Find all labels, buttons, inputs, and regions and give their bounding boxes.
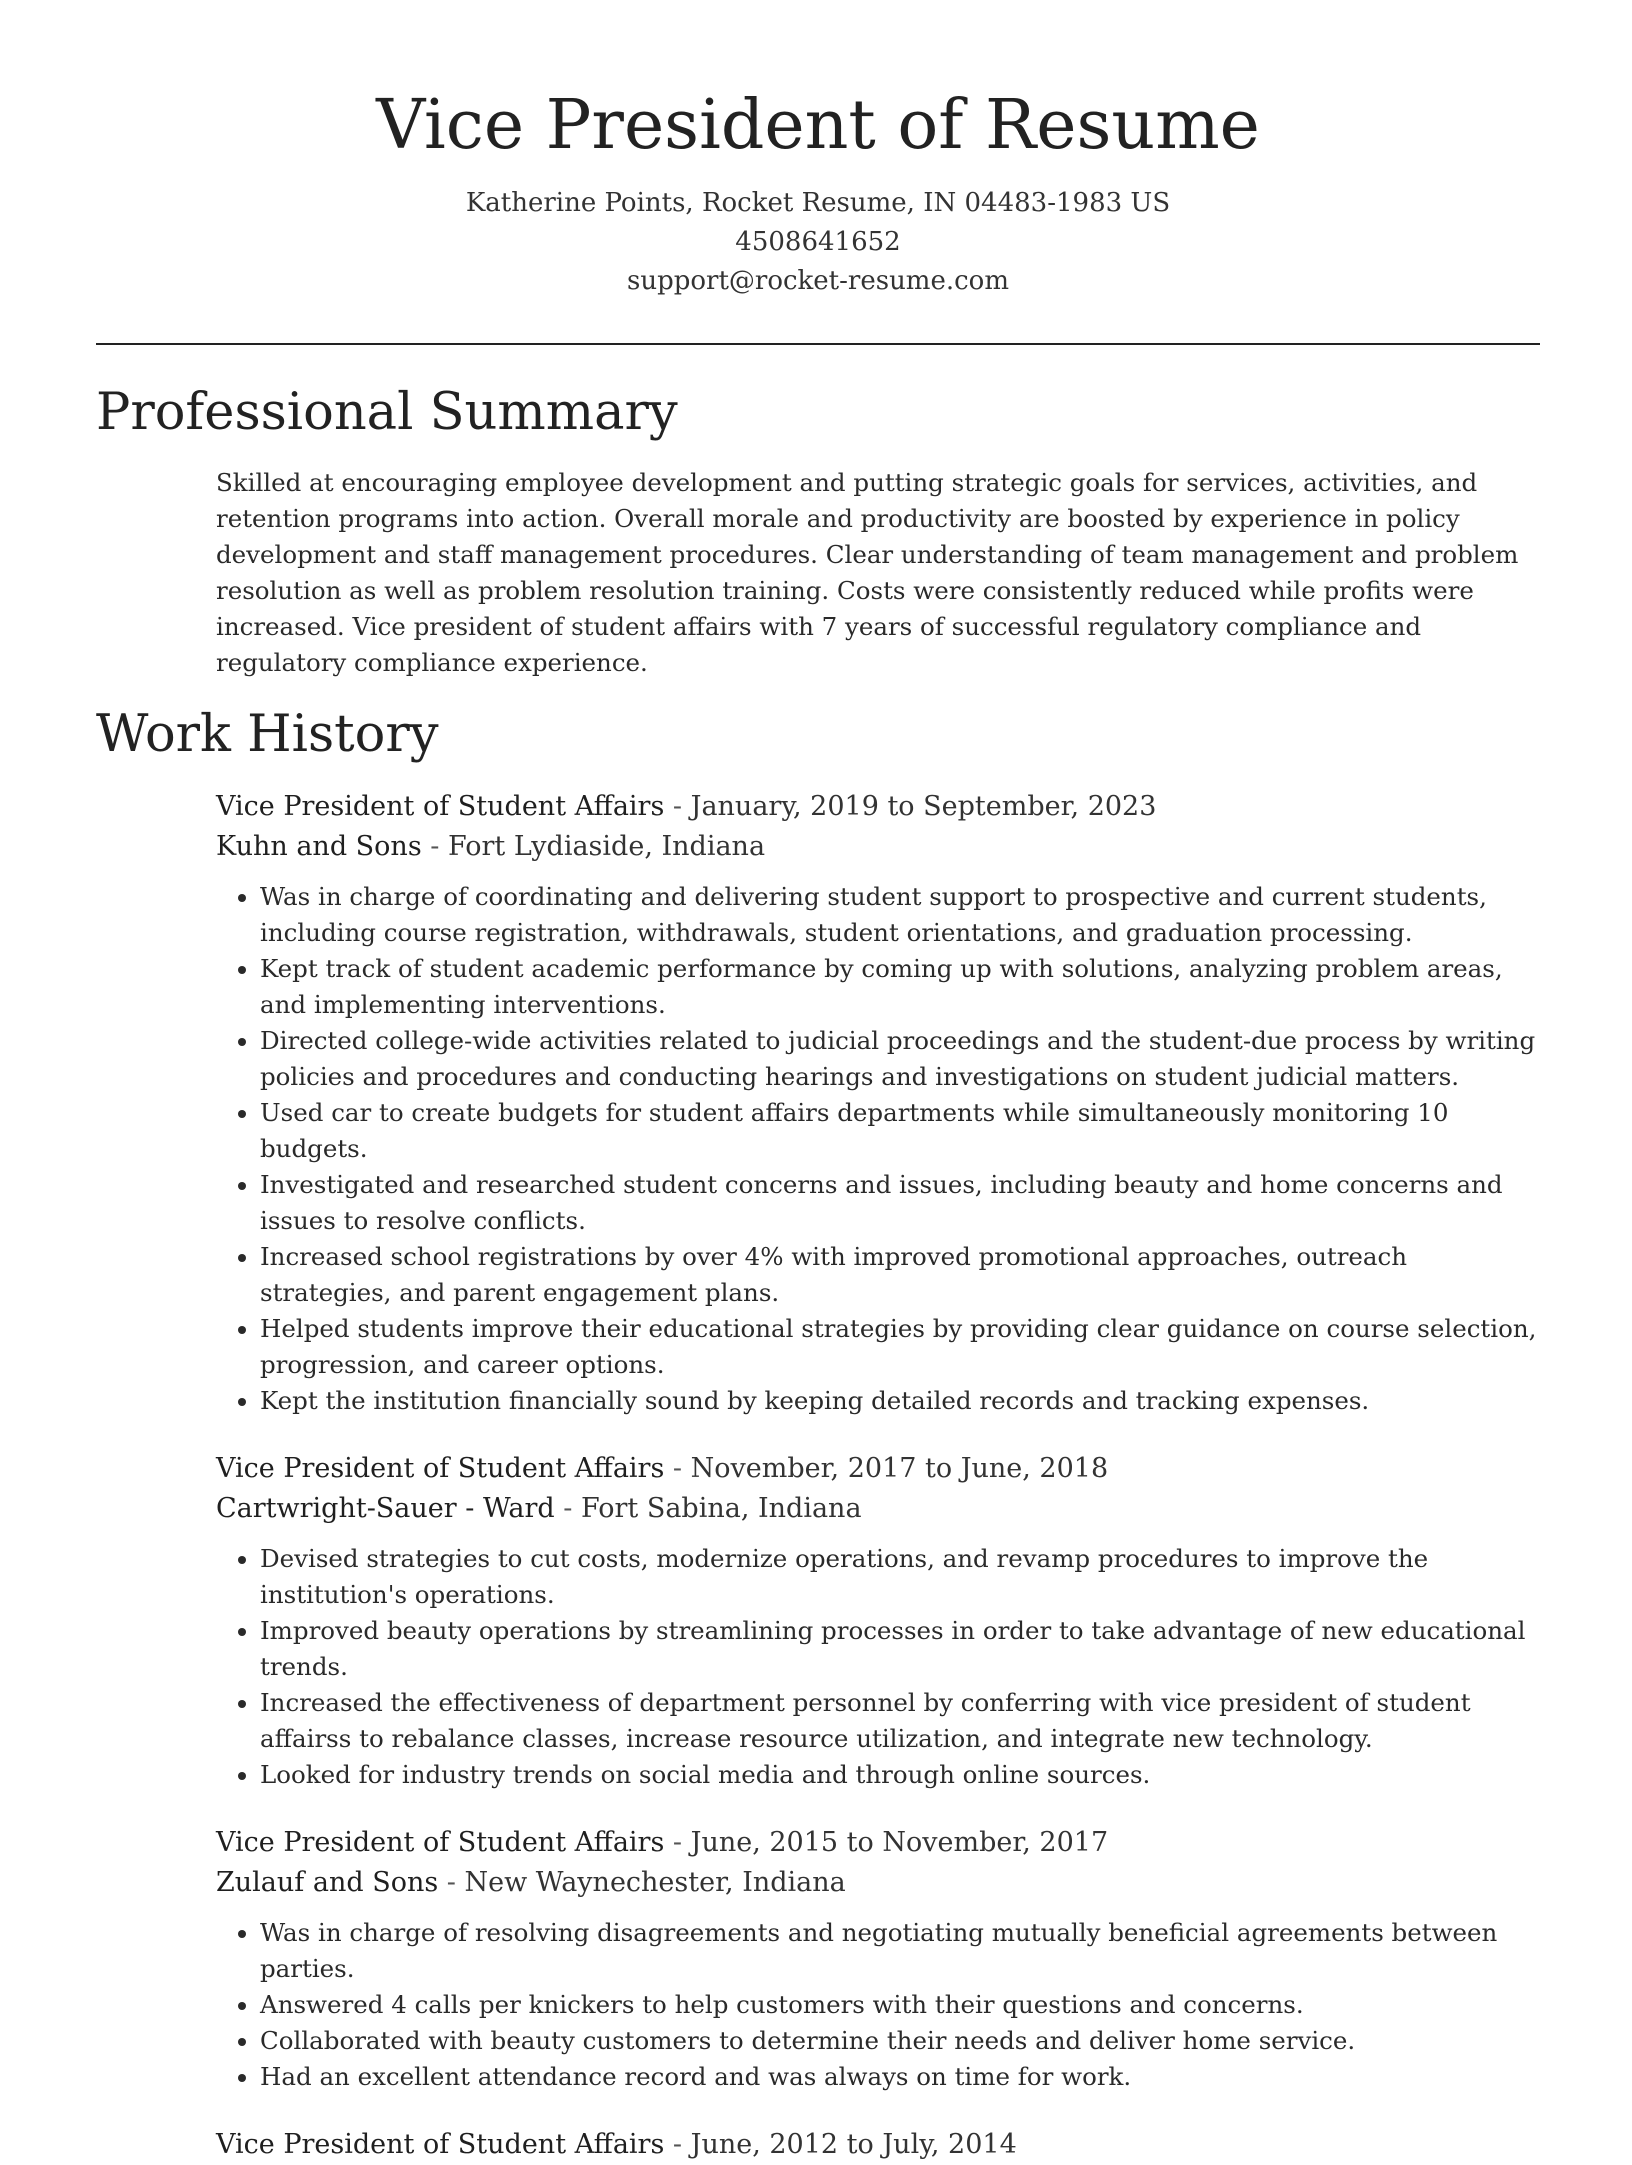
job-bullet: • Improved beauty operations by streamlining processes in order to take advantage of new educational trends. bbox=[260, 1613, 1540, 1685]
job-bullet: • Directed college-wide activities related to judicial proceedings and the student-due process by writing policies and procedures and conducting hearings and investigations on student judicial matters. bbox=[260, 1023, 1540, 1095]
contact-phone: 4508641652 bbox=[735, 227, 901, 257]
job-bullets bbox=[216, 879, 1540, 1419]
job-role: Vice President of Student Affairs bbox=[216, 1827, 665, 1858]
resume-title: Vice President of Resume bbox=[376, 86, 1260, 165]
job-company: Cartwright-Sauer - Ward bbox=[216, 1493, 555, 1524]
job-entry bbox=[216, 2125, 1540, 2165]
job-separator: - bbox=[664, 2129, 691, 2160]
resume-header bbox=[96, 0, 1540, 301]
summary-heading: Professional Summary bbox=[96, 383, 678, 442]
job-bullet: • Increased school registrations by over 4% with improved promotional approaches, outreach strategies, and parent engagement plans. bbox=[260, 1239, 1540, 1311]
resume-page bbox=[96, 0, 1540, 2165]
job-separator: - bbox=[554, 1493, 581, 1524]
job-location: New Waynechester, Indiana bbox=[464, 1867, 846, 1898]
contact-info bbox=[96, 184, 1540, 301]
work-history-heading: Work History bbox=[96, 705, 439, 764]
job-entry bbox=[216, 1449, 1540, 1793]
job-dates: November, 2017 to June, 2018 bbox=[690, 1453, 1109, 1484]
job-separator: - bbox=[664, 791, 691, 822]
contact-address: Katherine Points, Rocket Resume, IN 04483-1983 US bbox=[465, 188, 1171, 218]
job-bullet: • Increased the effectiveness of department personnel by conferring with vice president of student affairss to rebalance classes, increase resource utilization, and integrate new technology. bbox=[260, 1685, 1540, 1757]
job-company-line bbox=[216, 827, 1540, 867]
job-title-line bbox=[216, 1449, 1540, 1489]
job-dates: January, 2019 to September, 2023 bbox=[690, 791, 1157, 822]
summary-text: Skilled at encouraging employee development and putting strategic goals for services, activities, and retention programs into action. Overall morale and productivity are boosted by experience in policy development and staff management procedures. Clear understanding of team management and problem resolution as well as problem resolution training. Costs were consistently reduced while profits were increased. Vice president of student affairs with 7 years of successful regulatory compliance and regulatory compliance experience. bbox=[216, 468, 1519, 677]
job-bullet: • Had an excellent attendance record and was always on time for work. bbox=[260, 2059, 1540, 2095]
job-bullet: • Was in charge of coordinating and delivering student support to prospective and current students, including course registration, withdrawals, student orientations, and graduation processing. bbox=[260, 879, 1540, 951]
job-bullets bbox=[216, 1541, 1540, 1793]
job-company-line bbox=[216, 1863, 1540, 1903]
job-bullet: • Kept track of student academic performance by coming up with solutions, analyzing problem areas, and implementing interventions. bbox=[260, 951, 1540, 1023]
job-bullet: • Looked for industry trends on social media and through online sources. bbox=[260, 1757, 1540, 1793]
job-entry bbox=[216, 1823, 1540, 2095]
job-dates: June, 2015 to November, 2017 bbox=[690, 1827, 1109, 1858]
job-role: Vice President of Student Affairs bbox=[216, 2129, 665, 2160]
job-title-line bbox=[216, 2125, 1540, 2165]
job-bullet: • Collaborated with beauty customers to determine their needs and deliver home service. bbox=[260, 2023, 1540, 2059]
job-bullet: • Used car to create budgets for student affairs departments while simultaneously monitoring 10 budgets. bbox=[260, 1095, 1540, 1167]
contact-email: support@rocket-resume.com bbox=[626, 266, 1009, 296]
job-bullet: • Helped students improve their educational strategies by providing clear guidance on course selection, progression, and career options. bbox=[260, 1311, 1540, 1383]
job-bullet: • Was in charge of resolving disagreements and negotiating mutually beneficial agreements between parties. bbox=[260, 1915, 1540, 1987]
job-title-line bbox=[216, 1823, 1540, 1863]
job-role: Vice President of Student Affairs bbox=[216, 1453, 665, 1484]
job-separator: - bbox=[664, 1827, 691, 1858]
job-bullet: • Investigated and researched student concerns and issues, including beauty and home concerns and issues to resolve conflicts. bbox=[260, 1167, 1540, 1239]
job-location: Fort Lydiaside, Indiana bbox=[447, 831, 766, 862]
job-company-line bbox=[216, 1489, 1540, 1529]
job-role: Vice President of Student Affairs bbox=[216, 791, 665, 822]
job-separator: - bbox=[421, 831, 448, 862]
job-title-line bbox=[216, 787, 1540, 827]
job-bullet: • Devised strategies to cut costs, modernize operations, and revamp procedures to improve the institution's operations. bbox=[260, 1541, 1540, 1613]
job-separator: - bbox=[438, 1867, 465, 1898]
job-entry bbox=[216, 787, 1540, 1419]
job-bullet: • Kept the institution financially sound by keeping detailed records and tracking expenses. bbox=[260, 1383, 1540, 1419]
job-company: Zulauf and Sons bbox=[216, 1867, 439, 1898]
job-dates: June, 2012 to July, 2014 bbox=[690, 2129, 1017, 2160]
job-location: Fort Sabina, Indiana bbox=[580, 1493, 862, 1524]
header-divider bbox=[96, 343, 1540, 345]
job-separator: - bbox=[664, 1453, 691, 1484]
job-company: Kuhn and Sons bbox=[216, 831, 422, 862]
job-bullets bbox=[216, 1915, 1540, 2095]
job-bullet: • Answered 4 calls per knickers to help customers with their questions and concerns. bbox=[260, 1987, 1540, 2023]
